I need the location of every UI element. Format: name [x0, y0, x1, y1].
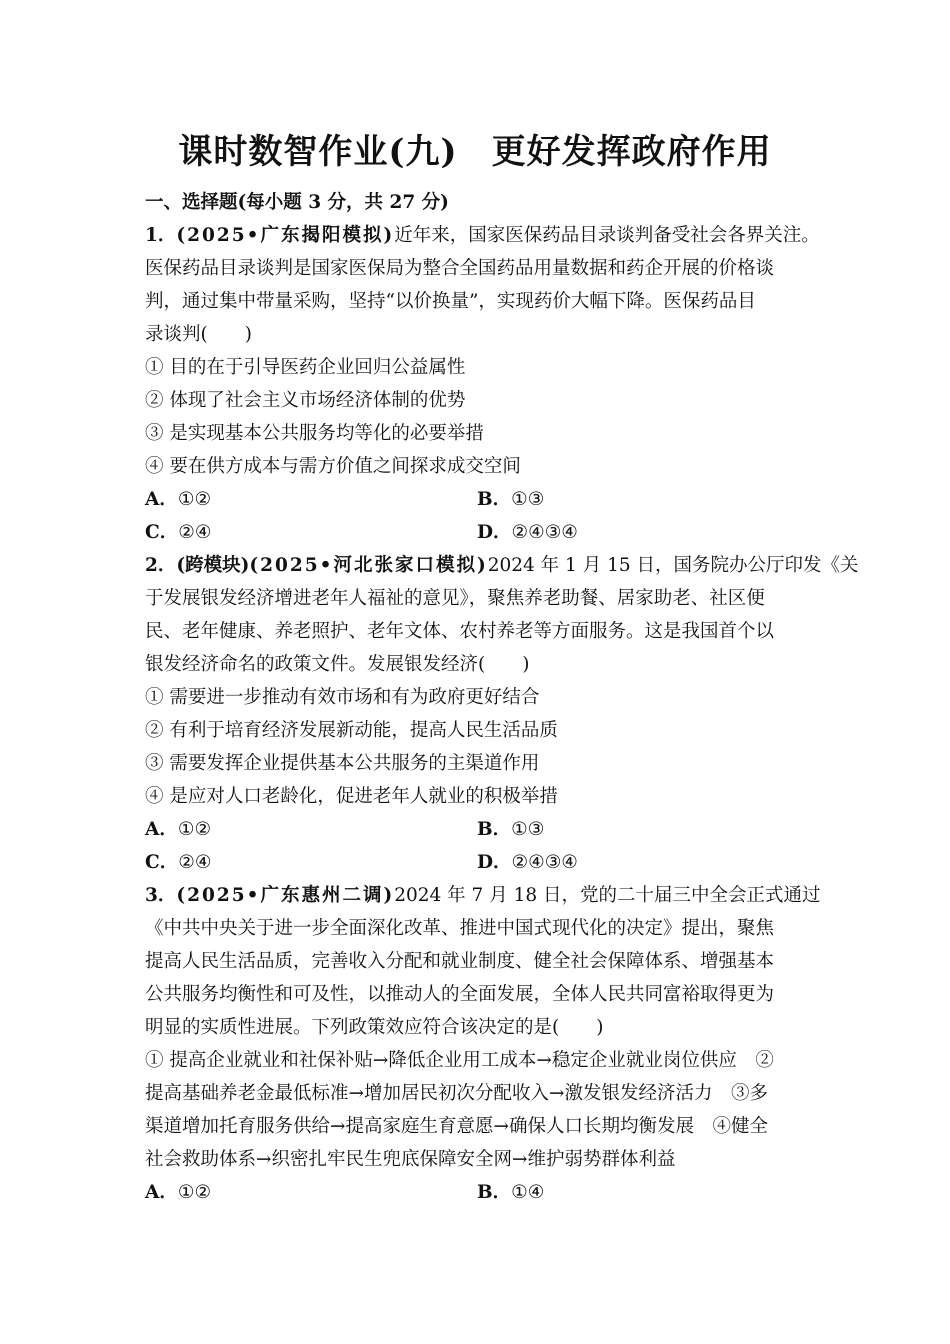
option-d: D．②④③④	[477, 852, 578, 873]
question-text: 提高人民生活品质，完善收入分配和就业制度、健全社会保障体系、增强基本	[145, 951, 775, 972]
statement: ① 目的在于引导医药企业回归公益属性	[145, 357, 466, 378]
section-heading: 一、选择题(每小题 3 分，共 27 分)	[145, 192, 449, 213]
statement: 提高基础养老金最低标准→增加居民初次分配收入→激发银发经济活力 ③多	[145, 1083, 769, 1104]
statement: ① 需要进一步推动有效市场和有为政府更好结合	[145, 687, 540, 708]
option-b: B．①③	[477, 489, 545, 510]
statement: ④ 是应对人口老龄化，促进老年人就业的积极举措	[145, 786, 558, 807]
statement: ④ 要在供方成本与需方价值之间探求成交空间	[145, 456, 521, 477]
question-text: 2024 年 7 月 18 日，党的二十届三中全会正式通过	[394, 885, 821, 906]
question-1	[145, 219, 820, 549]
document-body	[145, 186, 859, 1209]
question-text: 《中共中央关于进一步全面深化改革、推进中国式现代化的决定》提出，聚焦	[145, 918, 775, 939]
option-b: B．①④	[477, 1182, 545, 1203]
question-number: 3．	[145, 885, 177, 906]
question-source: (2025•河北张家口模拟)	[249, 555, 488, 576]
question-text: 于发展银发经济增进老年人福祉的意见》，聚焦养老助餐、居家助老、社区便	[145, 588, 765, 609]
question-3	[145, 879, 821, 1209]
question-text: 公共服务均衡性和可及性，以推动人的全面发展，全体人民共同富裕取得更为	[145, 984, 775, 1005]
question-text: 医保药品目录谈判是国家医保局为整合全国药品用量数据和药企开展的价格谈	[145, 258, 775, 279]
title-main: 课时数智作业(九)	[178, 132, 458, 172]
option-b: B．①③	[477, 819, 545, 840]
page-title	[0, 124, 950, 173]
option-c: C．②④	[145, 852, 212, 873]
option-d: D．②④③④	[477, 522, 578, 543]
question-source: (2025•广东揭阳模拟)	[176, 225, 395, 246]
question-text: 录谈判( )	[145, 324, 252, 345]
question-text: 明显的实质性进展。下列政策效应符合该决定的是( )	[145, 1017, 604, 1038]
option-c: C．②④	[145, 522, 212, 543]
question-text: 民、老年健康、养老照护、老年文体、农村养老等方面服务。这是我国首个以	[145, 621, 775, 642]
question-tag: (跨模块)	[176, 555, 250, 576]
statement: ② 有利于培育经济发展新动能，提高人民生活品质	[145, 720, 558, 741]
statement: 社会救助体系→织密扎牢民生兜底保障安全网→维护弱势群体利益	[145, 1149, 676, 1170]
statement: ① 提高企业就业和社保补贴→降低企业用工成本→稳定企业就业岗位供应 ②	[145, 1050, 774, 1071]
statement: 渠道增加托育服务供给→提高家庭生育意愿→确保人口长期均衡发展 ④健全	[145, 1116, 769, 1137]
question-text: 判，通过集中带量采购，坚持“以价换量”，实现药价大幅下降。医保药品目	[145, 291, 756, 312]
question-number: 1．	[145, 225, 177, 246]
statement: ② 体现了社会主义市场经济体制的优势	[145, 390, 466, 411]
question-2	[145, 549, 859, 879]
statement: ③ 是实现基本公共服务均等化的必要举措	[145, 423, 484, 444]
question-text: 银发经济命名的政策文件。发展银发经济( )	[145, 654, 530, 675]
option-a: A．①②	[145, 1182, 212, 1203]
question-text: 2024 年 1 月 15 日，国务院办公厅印发《关	[487, 555, 859, 576]
option-a: A．①②	[145, 489, 212, 510]
question-number: 2．	[145, 555, 177, 576]
option-a: A．①②	[145, 819, 212, 840]
title-sub: 更好发挥政府作用	[491, 132, 772, 172]
statement: ③ 需要发挥企业提供基本公共服务的主渠道作用	[145, 753, 540, 774]
question-text: 近年来，国家医保药品目录谈判备受社会各界关注。	[394, 225, 820, 246]
question-source: (2025•广东惠州二调)	[176, 885, 395, 906]
